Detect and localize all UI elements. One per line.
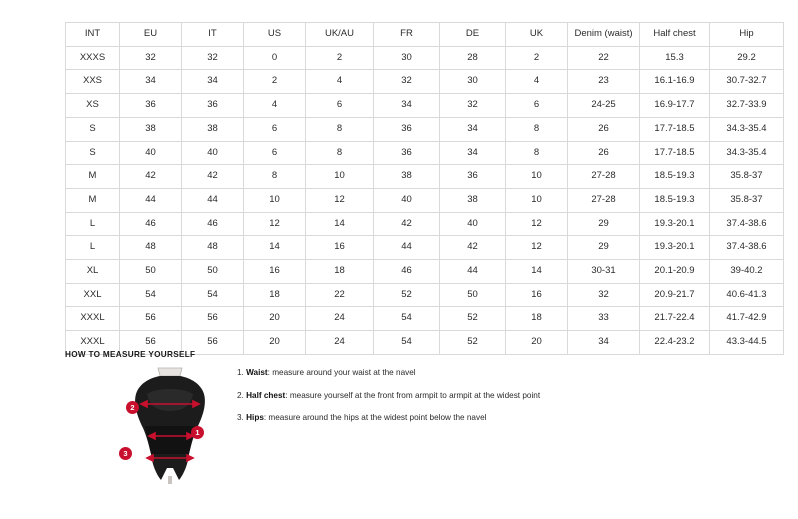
cell: M xyxy=(66,188,120,212)
column-header: Hip xyxy=(710,23,784,47)
cell: XXXL xyxy=(66,331,120,355)
cell: 42 xyxy=(374,212,440,236)
cell: 54 xyxy=(120,283,182,307)
cell: 36 xyxy=(374,141,440,165)
column-header: INT xyxy=(66,23,120,47)
step-term: Waist xyxy=(246,368,268,377)
cell: 4 xyxy=(506,70,568,94)
cell: L xyxy=(66,236,120,260)
cell: 8 xyxy=(306,117,374,141)
table-row xyxy=(66,236,784,260)
cell: 29 xyxy=(568,236,640,260)
cell: 42 xyxy=(440,236,506,260)
step-text: : measure yourself at the front from armpit to armpit at the widest point xyxy=(285,390,541,400)
cell: 34 xyxy=(440,141,506,165)
table-row xyxy=(66,260,784,284)
cell: 17.7-18.5 xyxy=(640,117,710,141)
cell: 42 xyxy=(120,165,182,189)
cell: 20.1-20.9 xyxy=(640,260,710,284)
cell: 50 xyxy=(120,260,182,284)
cell: 34 xyxy=(374,94,440,118)
cell: 41.7-42.9 xyxy=(710,307,784,331)
cell: S xyxy=(66,141,120,165)
cell: 24 xyxy=(306,331,374,355)
cell: 56 xyxy=(120,307,182,331)
step-text: : measure around your waist at the navel xyxy=(267,368,416,377)
cell: 15.3 xyxy=(640,46,710,70)
column-header: UK xyxy=(506,23,568,47)
cell: 30-31 xyxy=(568,260,640,284)
cell: 24-25 xyxy=(568,94,640,118)
cell: 37.4-38.6 xyxy=(710,236,784,260)
cell: 29 xyxy=(568,212,640,236)
step-number: 2. xyxy=(237,390,244,400)
cell: 34 xyxy=(568,331,640,355)
column-header: FR xyxy=(374,23,440,47)
cell: 19.3-20.1 xyxy=(640,212,710,236)
cell: 32 xyxy=(182,46,244,70)
cell: 8 xyxy=(306,141,374,165)
cell: 32 xyxy=(440,94,506,118)
cell: 20 xyxy=(244,307,306,331)
cell: S xyxy=(66,117,120,141)
cell: 34 xyxy=(182,70,244,94)
how-to-measure-section xyxy=(65,364,735,494)
cell: 2 xyxy=(244,70,306,94)
mannequin-illustration xyxy=(105,364,235,486)
cell: 18 xyxy=(506,307,568,331)
cell: 56 xyxy=(120,331,182,355)
marker-3-hips: 3 xyxy=(119,447,132,460)
cell: 42 xyxy=(182,165,244,189)
cell: 19.3-20.1 xyxy=(640,236,710,260)
cell: 34.3-35.4 xyxy=(710,117,784,141)
cell: 8 xyxy=(244,165,306,189)
cell: 43.3-44.5 xyxy=(710,331,784,355)
cell: 12 xyxy=(506,236,568,260)
cell: 16 xyxy=(506,283,568,307)
cell: 33 xyxy=(568,307,640,331)
cell: 52 xyxy=(440,331,506,355)
cell: 18.5-19.3 xyxy=(640,165,710,189)
marker-1-waist: 1 xyxy=(191,426,204,439)
cell: 34 xyxy=(120,70,182,94)
cell: 36 xyxy=(374,117,440,141)
step-term: Half chest xyxy=(246,390,286,400)
cell: L xyxy=(66,212,120,236)
cell: XXXS xyxy=(66,46,120,70)
cell: 38 xyxy=(440,188,506,212)
cell: 22 xyxy=(568,46,640,70)
table-row xyxy=(66,70,784,94)
table-row xyxy=(66,188,784,212)
cell: 6 xyxy=(244,117,306,141)
cell: 22.4-23.2 xyxy=(640,331,710,355)
cell: XXXL xyxy=(66,307,120,331)
column-header: US xyxy=(244,23,306,47)
list-item xyxy=(237,413,717,422)
cell: 38 xyxy=(182,117,244,141)
cell: 4 xyxy=(306,70,374,94)
cell: 10 xyxy=(306,165,374,189)
cell: 20 xyxy=(506,331,568,355)
column-header: Denim (waist) xyxy=(568,23,640,47)
cell: 32.7-33.9 xyxy=(710,94,784,118)
cell: 14 xyxy=(506,260,568,284)
cell: XXL xyxy=(66,283,120,307)
cell: 50 xyxy=(182,260,244,284)
column-header: UK/AU xyxy=(306,23,374,47)
cell: 10 xyxy=(506,165,568,189)
cell: 40.6-41.3 xyxy=(710,283,784,307)
cell: 2 xyxy=(506,46,568,70)
table-row xyxy=(66,117,784,141)
cell: 26 xyxy=(568,117,640,141)
cell: 54 xyxy=(182,283,244,307)
cell: 26 xyxy=(568,141,640,165)
table-header-row xyxy=(66,23,784,47)
table-row xyxy=(66,307,784,331)
cell: 44 xyxy=(440,260,506,284)
cell: 38 xyxy=(120,117,182,141)
cell: 35.8-37 xyxy=(710,165,784,189)
size-chart-container xyxy=(65,22,767,355)
cell: M xyxy=(66,165,120,189)
table-row xyxy=(66,165,784,189)
step-term: Hips xyxy=(246,413,264,423)
cell: 32 xyxy=(374,70,440,94)
table-row xyxy=(66,212,784,236)
cell: 4 xyxy=(244,94,306,118)
cell: 18 xyxy=(244,283,306,307)
cell: 32 xyxy=(120,46,182,70)
cell: 21.7-22.4 xyxy=(640,307,710,331)
cell: 27-28 xyxy=(568,188,640,212)
step-number: 3. xyxy=(237,413,244,423)
table-row xyxy=(66,283,784,307)
cell: 18.5-19.3 xyxy=(640,188,710,212)
cell: 14 xyxy=(244,236,306,260)
measurement-steps-list xyxy=(237,368,717,436)
cell: 2 xyxy=(306,46,374,70)
cell: 54 xyxy=(374,331,440,355)
cell: 40 xyxy=(374,188,440,212)
cell: 20 xyxy=(244,331,306,355)
cell: 20.9-21.7 xyxy=(640,283,710,307)
cell: 23 xyxy=(568,70,640,94)
table-row xyxy=(66,46,784,70)
cell: 36 xyxy=(440,165,506,189)
cell: 12 xyxy=(306,188,374,212)
cell: 52 xyxy=(374,283,440,307)
cell: 34 xyxy=(440,117,506,141)
cell: 10 xyxy=(244,188,306,212)
cell: 6 xyxy=(244,141,306,165)
cell: 30 xyxy=(440,70,506,94)
table-row xyxy=(66,94,784,118)
cell: 39-40.2 xyxy=(710,260,784,284)
cell: 46 xyxy=(182,212,244,236)
cell: 40 xyxy=(120,141,182,165)
cell: 14 xyxy=(306,212,374,236)
cell: 32 xyxy=(568,283,640,307)
cell: 0 xyxy=(244,46,306,70)
cell: 46 xyxy=(374,260,440,284)
cell: 54 xyxy=(374,307,440,331)
cell: 56 xyxy=(182,307,244,331)
cell: 22 xyxy=(306,283,374,307)
column-header: Half chest xyxy=(640,23,710,47)
cell: 6 xyxy=(506,94,568,118)
cell: 50 xyxy=(440,283,506,307)
size-chart-table xyxy=(65,22,784,355)
cell: 16 xyxy=(244,260,306,284)
cell: XXS xyxy=(66,70,120,94)
cell: 28 xyxy=(440,46,506,70)
cell: 27-28 xyxy=(568,165,640,189)
list-item xyxy=(237,368,717,377)
cell: 18 xyxy=(306,260,374,284)
cell: XL xyxy=(66,260,120,284)
column-header: IT xyxy=(182,23,244,47)
cell: 6 xyxy=(306,94,374,118)
cell: 10 xyxy=(506,188,568,212)
step-number: 1. xyxy=(237,368,244,377)
cell: 44 xyxy=(374,236,440,260)
cell: 29.2 xyxy=(710,46,784,70)
cell: 12 xyxy=(244,212,306,236)
cell: 48 xyxy=(120,236,182,260)
step-text: : measure around the hips at the widest point below the navel xyxy=(263,413,487,423)
cell: 17.7-18.5 xyxy=(640,141,710,165)
cell: 46 xyxy=(120,212,182,236)
cell: 24 xyxy=(306,307,374,331)
cell: 52 xyxy=(440,307,506,331)
cell: 12 xyxy=(506,212,568,236)
cell: 16.9-17.7 xyxy=(640,94,710,118)
cell: 40 xyxy=(440,212,506,236)
cell: 36 xyxy=(182,94,244,118)
cell: 35.8-37 xyxy=(710,188,784,212)
column-header: DE xyxy=(440,23,506,47)
cell: 16.1-16.9 xyxy=(640,70,710,94)
cell: 48 xyxy=(182,236,244,260)
cell: 44 xyxy=(182,188,244,212)
cell: 30 xyxy=(374,46,440,70)
cell: 36 xyxy=(120,94,182,118)
cell: XS xyxy=(66,94,120,118)
cell: 40 xyxy=(182,141,244,165)
cell: 30.7-32.7 xyxy=(710,70,784,94)
cell: 34.3-35.4 xyxy=(710,141,784,165)
cell: 8 xyxy=(506,117,568,141)
cell: 38 xyxy=(374,165,440,189)
cell: 16 xyxy=(306,236,374,260)
column-header: EU xyxy=(120,23,182,47)
cell: 37.4-38.6 xyxy=(710,212,784,236)
cell: 44 xyxy=(120,188,182,212)
cell: 56 xyxy=(182,331,244,355)
table-row xyxy=(66,141,784,165)
how-to-measure-title: HOW TO MEASURE YOURSELF xyxy=(65,350,196,359)
marker-2-half-chest: 2 xyxy=(126,401,139,414)
list-item xyxy=(237,391,717,400)
cell: 8 xyxy=(506,141,568,165)
